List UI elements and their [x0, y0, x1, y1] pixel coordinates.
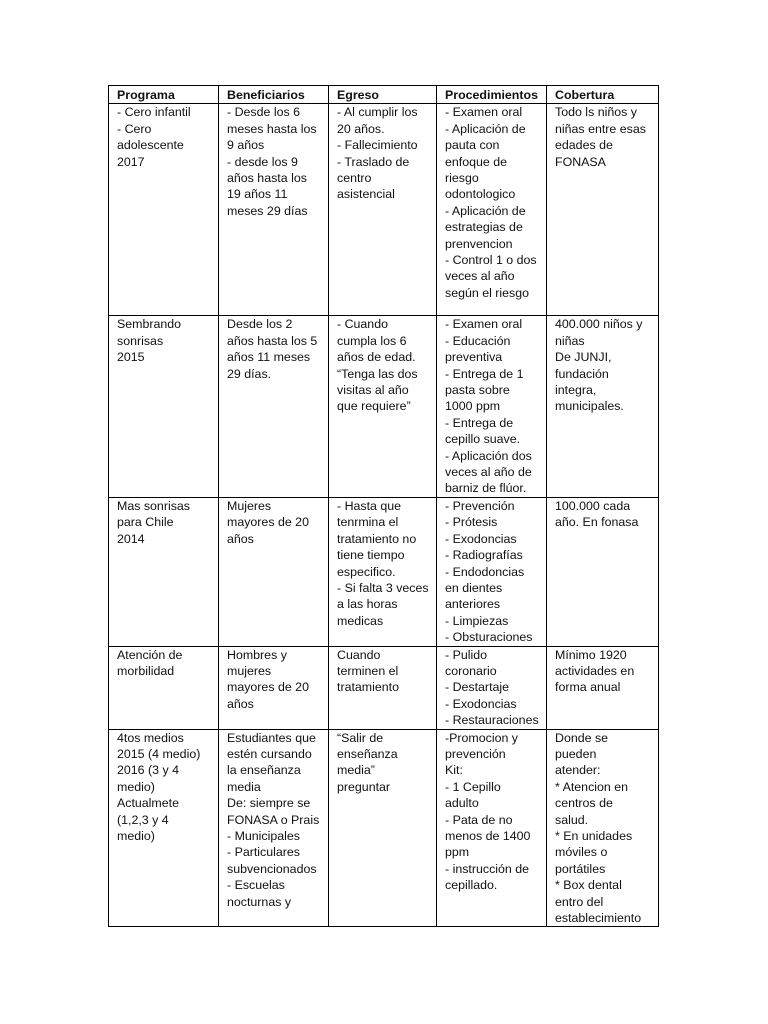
cell-beneficiarios: [219, 104, 329, 316]
cell-line: anteriores: [445, 597, 501, 612]
cell-line: 2015: [117, 350, 145, 365]
cell-egreso: [329, 646, 437, 729]
cell-line: 1000 ppm: [445, 399, 501, 414]
cell-line: - Prótesis: [445, 515, 498, 530]
cell-line: mayores de 20: [227, 680, 309, 695]
cell-line: Hombres y: [227, 647, 287, 662]
cell-line: 4tos medios: [117, 730, 184, 745]
cell-cobertura: [547, 316, 659, 497]
header-row: [109, 86, 659, 104]
cell-line: años 11 meses: [227, 350, 311, 365]
cell-procedimientos: [437, 497, 547, 646]
cell-line: Actualmete: [117, 796, 179, 811]
cell-line: - Exodoncias: [445, 531, 517, 546]
cell-line: - Al cumplir los: [337, 105, 418, 120]
cell-line: - Particulares: [227, 845, 300, 860]
cell-line: Mínimo 1920: [555, 647, 627, 662]
cell-line: medicas: [337, 613, 384, 628]
cell-line: - Radiografías: [445, 548, 523, 563]
cell-line: media: [227, 779, 261, 794]
cell-line: - 1 Cepillo: [445, 779, 501, 794]
cell-line: FONASA o Prais: [227, 812, 320, 827]
cell-line: - Examen oral: [445, 105, 523, 120]
cell-line: 29 días.: [227, 366, 272, 381]
cell-line: - Examen oral: [445, 317, 523, 332]
cell-line: la enseñanza: [227, 763, 301, 778]
cell-beneficiarios: [219, 646, 329, 729]
cell-line: municipales.: [555, 399, 624, 414]
cell-line: subvencionados: [227, 861, 317, 876]
cell-line: terminen el: [337, 663, 399, 678]
cell-line: preventiva: [445, 350, 503, 365]
cell-line: centros de: [555, 796, 613, 811]
cell-line: - Entrega de 1: [445, 366, 524, 381]
cell-programa: [109, 316, 219, 497]
table-row: [109, 316, 659, 497]
cell-line: forma anual: [555, 680, 621, 695]
cell-egreso: [329, 729, 437, 927]
cell-line: visitas al año: [337, 383, 409, 398]
cell-line: Todo ls niños y: [555, 105, 637, 120]
cell-line: tiene tiempo: [337, 548, 405, 563]
cell-line: - instrucción de: [445, 861, 530, 876]
cell-line: odontologico: [445, 187, 516, 202]
table-body: [109, 104, 659, 927]
cell-line: adolescente: [117, 138, 184, 153]
header-egreso: Egreso: [329, 86, 437, 104]
cell-line: año. En fonasa: [555, 515, 639, 530]
cell-line: que requiere”: [337, 399, 411, 414]
cell-line: 100.000 cada: [555, 498, 631, 513]
cell-line: menos de 1400: [445, 829, 531, 843]
cell-line: atender:: [555, 763, 601, 778]
cell-line: - Fallecimiento: [337, 138, 418, 153]
cell-line: (1,2,3 y 4: [117, 812, 169, 827]
cell-line: * Box dental: [555, 878, 622, 893]
cell-line: meses hasta los: [227, 121, 317, 136]
cell-line: estén cursando: [227, 746, 312, 761]
cell-line: - Educación: [445, 333, 511, 348]
cell-cobertura: [547, 729, 659, 927]
cell-line: - Desde los 6: [227, 105, 301, 120]
cell-line: De: siempre se: [227, 796, 311, 811]
table-row: [109, 497, 659, 646]
cell-line: años: [227, 696, 254, 711]
cell-line: 400.000 niños y: [555, 317, 643, 332]
cell-line: según el riesgo: [445, 285, 530, 300]
cell-egreso: [329, 316, 437, 497]
cell-egreso: [329, 104, 437, 316]
cell-line: - Pulido: [445, 647, 488, 662]
cell-line: Cuando: [337, 647, 381, 662]
cell-line: enseñanza: [337, 746, 398, 761]
cell-line: 2015 (4 medio): [117, 746, 201, 761]
cell-procedimientos: [437, 104, 547, 316]
cell-line: prevención: [445, 746, 506, 761]
cell-line: especifico.: [337, 564, 396, 579]
cell-line: - Hasta que: [337, 498, 402, 513]
cell-line: pauta con: [445, 138, 500, 153]
cell-beneficiarios: [219, 316, 329, 497]
cell-line: nocturnas y: [227, 894, 292, 909]
cell-line: años: [227, 531, 254, 546]
cell-line: cepillo suave.: [445, 432, 521, 447]
cell-line: pueden: [555, 746, 597, 761]
cell-procedimientos: [437, 316, 547, 497]
cell-line: 19 años 11: [227, 187, 288, 202]
cell-line: Donde se: [555, 730, 609, 745]
cell-line: - Destartaje: [445, 680, 510, 695]
cell-line: prenvencion: [445, 236, 513, 251]
programs-table: [108, 85, 659, 927]
cell-line: enfoque de: [445, 154, 508, 169]
header-cobertura: Cobertura: [547, 86, 659, 104]
cell-line: móviles o: [555, 845, 608, 860]
cell-egreso: [329, 497, 437, 646]
cell-beneficiarios: [219, 729, 329, 927]
cell-line: Desde los 2: [227, 317, 293, 332]
cell-line: De JUNJI,: [555, 350, 612, 365]
cell-line: fundación: [555, 366, 609, 381]
cell-line: - Municipales: [227, 829, 300, 843]
cell-line: Mujeres: [227, 498, 272, 513]
cell-line: - Prevención: [445, 498, 515, 513]
cell-line: niñas entre esas: [555, 121, 646, 136]
cell-line: tratamiento: [337, 680, 399, 695]
cell-line: tenrmina el: [337, 515, 399, 530]
cell-line: preguntar: [337, 779, 391, 794]
cell-line: media”: [337, 763, 375, 778]
cell-line: portátiles: [555, 861, 606, 876]
cell-line: veces al año de: [445, 465, 532, 480]
cell-line: - Aplicación de: [445, 203, 526, 218]
cell-line: Sembrando: [117, 317, 182, 332]
cell-line: - Limpiezas: [445, 613, 509, 628]
cell-line: - Obsturaciones: [445, 630, 533, 645]
cell-line: establecimiento: [555, 911, 642, 926]
cell-line: - desde los 9: [227, 154, 298, 169]
cell-line: riesgo: [445, 171, 479, 186]
cell-line: - Entrega de: [445, 415, 514, 430]
cell-line: a las horas: [337, 597, 398, 612]
cell-cobertura: [547, 104, 659, 316]
cell-line: integra,: [555, 383, 597, 398]
header-procedimientos: Procedimientos: [437, 86, 547, 104]
cell-line: * Atencion en: [555, 779, 629, 794]
cell-line: “Salir de: [337, 730, 384, 745]
cell-line: en dientes: [445, 580, 503, 595]
cell-line: 20 años.: [337, 121, 385, 136]
cell-line: - Endodoncias: [445, 564, 525, 579]
cell-line: medio): [117, 779, 155, 794]
cell-line: 2014: [117, 531, 145, 546]
cell-line: - Aplicación dos: [445, 448, 532, 463]
cell-programa: [109, 646, 219, 729]
cell-line: estrategias de: [445, 220, 523, 235]
cell-line: Kit:: [445, 763, 463, 778]
cell-line: sonrisas: [117, 333, 164, 348]
cell-line: años hasta los: [227, 171, 307, 186]
cell-programa: [109, 104, 219, 316]
cell-line: para Chile: [117, 515, 174, 530]
cell-line: edades de: [555, 138, 613, 153]
cell-line: - Cero: [117, 121, 152, 136]
cell-line: * En unidades: [555, 829, 633, 843]
cell-line: Estudiantes que: [227, 730, 316, 745]
cell-line: FONASA: [555, 154, 606, 169]
header-beneficiarios: Beneficiarios: [219, 86, 329, 104]
table-row: [109, 104, 659, 316]
table-row: [109, 646, 659, 729]
table-row: [109, 729, 659, 927]
cell-line: mujeres: [227, 663, 272, 678]
cell-line: actividades en: [555, 663, 635, 678]
cell-line: - Cuando: [337, 317, 388, 332]
cell-procedimientos: [437, 729, 547, 927]
cell-line: - Exodoncias: [445, 696, 517, 711]
cell-line: 2016 (3 y 4: [117, 763, 179, 778]
cell-line: Mas sonrisas: [117, 498, 190, 513]
cell-line: medio): [117, 829, 155, 843]
cell-line: niñas: [555, 333, 585, 348]
cell-line: meses 29 días: [227, 203, 308, 218]
cell-procedimientos: [437, 646, 547, 729]
cell-cobertura: [547, 646, 659, 729]
cell-line: ppm: [445, 845, 470, 860]
cell-line: mayores de 20: [227, 515, 309, 530]
cell-line: centro: [337, 171, 372, 186]
cell-line: 9 años: [227, 138, 265, 153]
cell-line: - Traslado de: [337, 154, 410, 169]
cell-line: morbilidad: [117, 663, 175, 678]
cell-line: - Aplicación de: [445, 121, 526, 136]
cell-line: años hasta los 5: [227, 333, 318, 348]
cell-line: asistencial: [337, 187, 395, 202]
cell-line: cepillado.: [445, 878, 498, 893]
cell-programa: [109, 729, 219, 927]
cell-line: Atención de: [117, 647, 183, 662]
cell-line: barniz de flúor.: [445, 481, 527, 496]
cell-beneficiarios: [219, 497, 329, 646]
cell-line: pasta sobre: [445, 383, 510, 398]
cell-line: cumpla los 6: [337, 333, 407, 348]
cell-line: veces al año: [445, 269, 515, 284]
cell-line: entro del: [555, 894, 604, 909]
cell-line: “Tenga las dos: [337, 366, 418, 381]
cell-line: - Control 1 o dos: [445, 253, 537, 268]
cell-programa: [109, 497, 219, 646]
cell-line: -Promocion y: [445, 730, 518, 745]
cell-line: salud.: [555, 812, 589, 827]
cell-line: - Restauraciones: [445, 713, 539, 728]
cell-line: adulto: [445, 796, 479, 811]
cell-line: años de edad.: [337, 350, 416, 365]
cell-cobertura: [547, 497, 659, 646]
cell-line: - Si falta 3 veces: [337, 580, 429, 595]
cell-line: - Cero infantil: [117, 105, 191, 120]
header-programa: Programa: [109, 86, 219, 104]
cell-line: - Escuelas: [227, 878, 285, 893]
cell-line: 2017: [117, 154, 145, 169]
cell-line: - Pata de no: [445, 812, 513, 827]
cell-line: coronario: [445, 663, 497, 678]
cell-line: tratamiento no: [337, 531, 417, 546]
